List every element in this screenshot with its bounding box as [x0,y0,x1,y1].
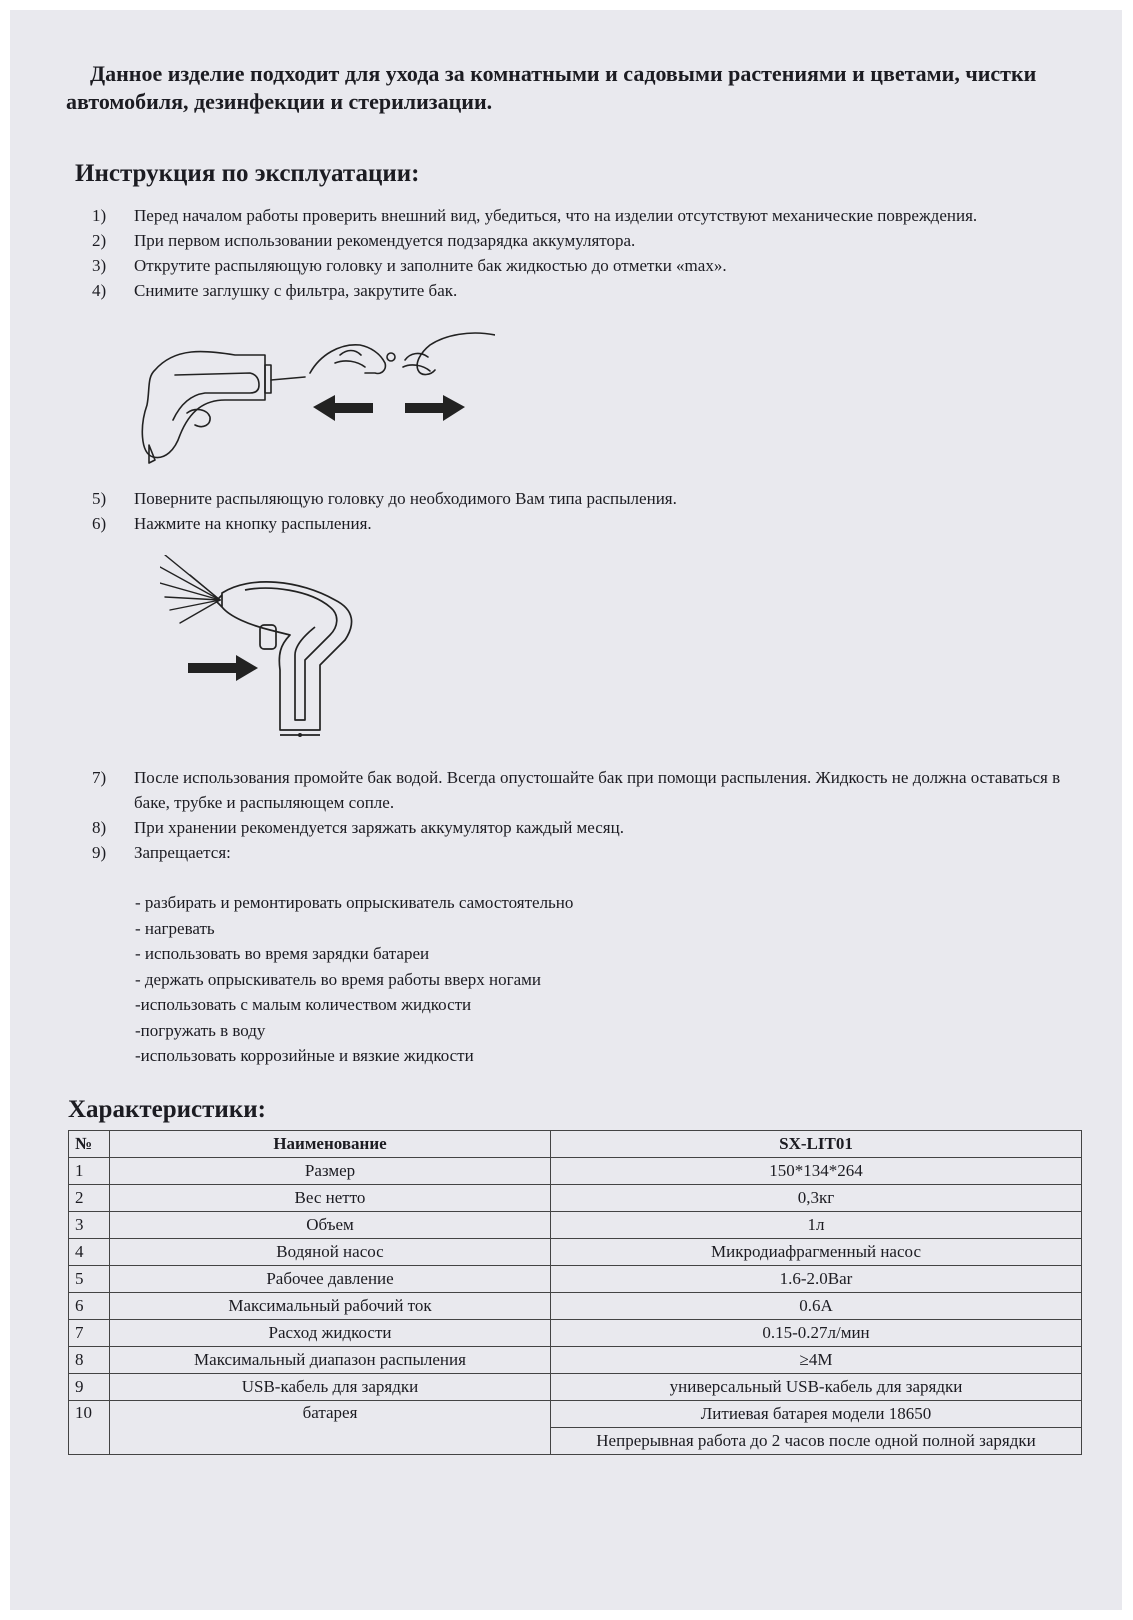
table-header-row [69,1131,1082,1158]
table-row: 9 USB-кабель для зарядки универсальный USB-кабель для зарядки [69,1374,1082,1401]
prohibited-item: - держать опрыскиватель во время работы вверх ногами [135,969,542,989]
step-item: 9) Запрещается: [92,843,231,862]
header-model: SX-LIT01 [551,1131,1082,1158]
header-num: № [69,1131,110,1158]
step-item: 7) После использования промойте бак водой. Всегда опустошайте бак при помощи распыления. Жидкость не должна оставаться в баке, трубке и распыляющем сопле. [92,768,1061,812]
table-row: 2 Вес нетто 0,3кг [69,1185,1082,1212]
steps-list-a [92,203,1072,303]
table-row: 6 Максимальный рабочий ток 0.6A [69,1293,1082,1320]
specs-heading: Характеристики: [68,1096,266,1123]
prohibited-list [135,890,573,1069]
step-item: 6) Нажмите на кнопку распыления. [92,514,372,533]
press-spray-button-illustration [160,555,370,750]
table-row: 7 Расход жидкости 0.15-0.27л/мин [69,1320,1082,1347]
table-row: 4 Водяной насос Микродиафрагменный насос [69,1239,1082,1266]
table-row: 1 Размер 150*134*264 [69,1158,1082,1185]
table-row: 3 Объем 1л [69,1212,1082,1239]
table-row-battery: 10 батарея Литиевая батарея модели 18650 [69,1401,1082,1428]
intro-paragraph: Данное изделие подходит для ухода за комнатными и садовыми растениями и цветами, чистки автомобиля, дезинфекции и стерилизации. [66,61,1037,114]
prohibited-item: -использовать с малым количеством жидкости [135,995,472,1014]
prohibited-item: -использовать коррозийные и вязкие жидкости [135,1046,474,1065]
steps-list-b [92,486,1072,536]
header-name: Наименование [110,1131,551,1158]
step-item: 1) Перед началом работы проверить внешний вид, убедиться, что на изделии отсутствуют механические повреждения. [92,206,978,225]
specs-table [68,1130,1082,1455]
step-item: 5) Поверните распыляющую головку до необходимого Вам типа распыления. [92,489,677,508]
prohibited-item: - использовать во время зарядки батареи [135,944,430,963]
prohibited-item: - разбирать и ремонтировать опрыскиватель самостоятельно [135,893,574,912]
remove-filter-cap-illustration [135,325,495,475]
step-item: 3) Открутите распыляющую головку и заполните бак жидкостью до отметки «max». [92,256,727,275]
table-row-battery-cont: Непрерывная работа до 2 часов после одной полной зарядки [69,1428,1082,1455]
step-item: 8) При хранении рекомендуется заряжать аккумулятор каждый месяц. [92,818,624,837]
step-item: 2) При первом использовании рекомендуется подзарядка аккумулятора. [92,231,636,250]
table-row: 5 Рабочее давление 1.6-2.0Bar [69,1266,1082,1293]
prohibited-item: - нагревать [135,918,215,938]
steps-list-c [92,765,1072,865]
prohibited-item: -погружать в воду [135,1020,266,1040]
table-row: 8 Максимальный диапазон распыления ≥4M [69,1347,1082,1374]
instructions-heading: Инструкция по эксплуатации: [75,160,420,187]
step-item: 4) Снимите заглушку с фильтра, закрутите бак. [92,281,458,300]
